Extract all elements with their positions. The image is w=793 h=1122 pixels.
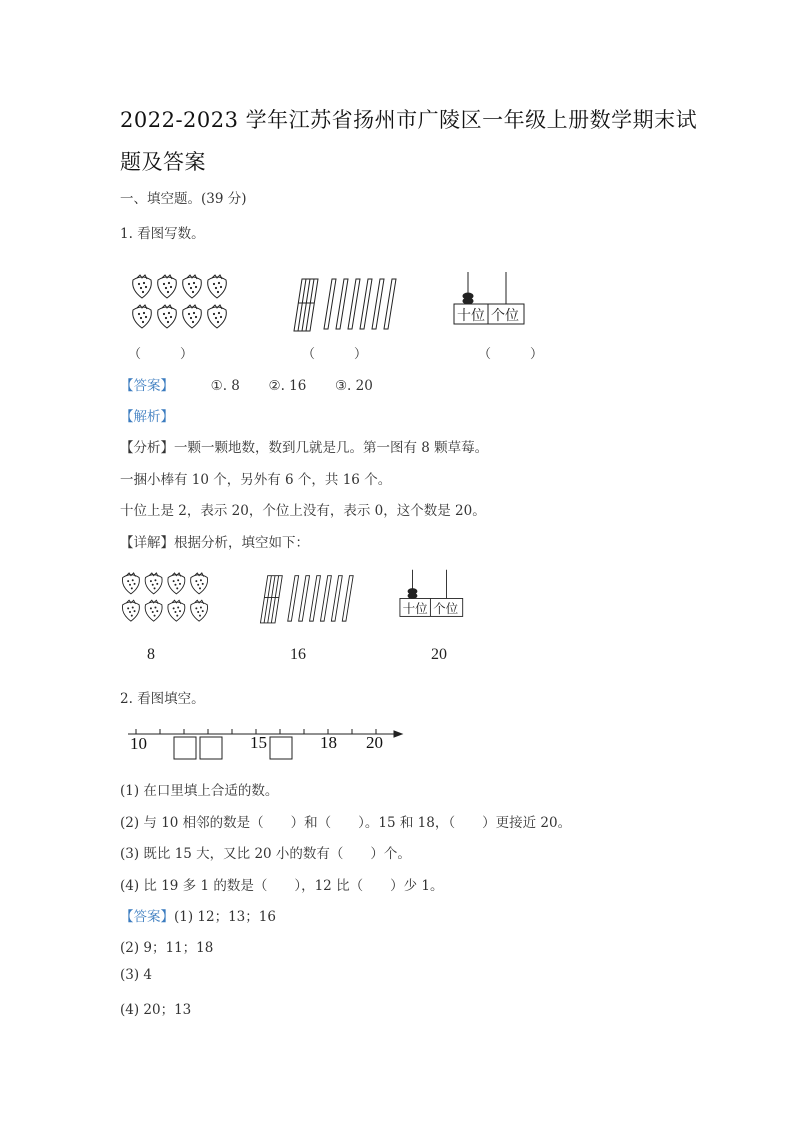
analysis-line-3: 十位上是 2，表示 20，个位上没有，表示 0，这个数是 20。 bbox=[120, 503, 486, 519]
q2-answer-1 bbox=[120, 905, 276, 925]
sub-question-1: (1) 在口里填上合适的数。 bbox=[120, 783, 279, 799]
q2-answer-4: (4) 20；13 bbox=[120, 1002, 192, 1018]
analysis-label: 【解析】 bbox=[120, 409, 174, 425]
analysis-text: 一颗一颗地数，数到几就是几。第一图有 8 颗草莓。 bbox=[174, 440, 489, 456]
sub-question-4: (4) 比 19 多 1 的数是（ ），12 比（ ）少 1。 bbox=[120, 878, 444, 894]
svg-text:十位: 十位 bbox=[402, 600, 428, 616]
question-2-prompt bbox=[120, 687, 205, 707]
sticks-figure-filled bbox=[255, 570, 355, 625]
strawberry-figure bbox=[130, 272, 240, 332]
document-title-line2: 题及答案 bbox=[120, 150, 206, 174]
answer-blank-3[interactable]: （ ） bbox=[478, 347, 544, 362]
answer-text: (1) 12；13；16 bbox=[174, 909, 276, 925]
number-line-label-10: 10 bbox=[130, 734, 147, 753]
question-number: 1. bbox=[120, 226, 133, 242]
svg-text:十位: 十位 bbox=[457, 308, 485, 324]
q1-answer bbox=[120, 374, 373, 394]
number-line-label-15: 15 bbox=[250, 733, 267, 752]
analysis-tag: 【分析】 bbox=[120, 440, 174, 456]
abacus-figure bbox=[452, 270, 532, 328]
sub-question-3: (3) 既比 15 大，又比 20 小的数有（ ）个。 bbox=[120, 846, 411, 862]
detail-tag: 【详解】 bbox=[120, 535, 174, 551]
document-title-line1: 2022-2023 学年江苏省扬州市广陵区一年级上册数学期末试 bbox=[120, 108, 698, 132]
answer-3: ③. 20 bbox=[334, 378, 373, 394]
sub-question-2: (2) 与 10 相邻的数是（ ）和（ ）。15 和 18，（ ）更接近 20。 bbox=[120, 815, 572, 831]
abacus-figure-filled bbox=[398, 568, 470, 620]
answer-1: ①. 8 bbox=[210, 378, 240, 394]
filled-value-1: 8 bbox=[147, 646, 155, 663]
analysis-line-4 bbox=[120, 531, 309, 551]
question-text: 看图写数。 bbox=[137, 226, 205, 242]
filled-value-2: 16 bbox=[290, 646, 306, 663]
question-number: 2. bbox=[120, 691, 133, 707]
analysis-line-2: 一捆小棒有 10 个，另外有 6 个，共 16 个。 bbox=[120, 472, 392, 488]
number-line-label-20: 20 bbox=[366, 733, 383, 752]
strawberry-figure-filled bbox=[120, 570, 220, 625]
svg-text:个位: 个位 bbox=[433, 600, 459, 616]
question-text: 看图填空。 bbox=[137, 691, 205, 707]
sticks-figure bbox=[288, 273, 398, 333]
q2-answer-2: (2) 9；11；18 bbox=[120, 940, 214, 956]
answer-label: 【答案】 bbox=[120, 909, 174, 925]
question-1-prompt bbox=[120, 222, 205, 242]
number-line-label-18: 18 bbox=[320, 733, 337, 752]
detail-text: 根据分析，填空如下： bbox=[174, 535, 309, 551]
answer-blank-1[interactable]: （ ） bbox=[128, 347, 194, 362]
filled-value-3: 20 bbox=[431, 646, 447, 663]
answer-blank-2[interactable]: （ ） bbox=[302, 347, 368, 362]
answer-label: 【答案】 bbox=[120, 378, 174, 394]
q2-answer-3: (3) 4 bbox=[120, 967, 153, 983]
analysis-line-1 bbox=[120, 436, 488, 456]
svg-text:个位: 个位 bbox=[491, 308, 519, 324]
section-heading: 一、填空题。(39 分) bbox=[120, 191, 247, 207]
answer-2: ②. 16 bbox=[268, 378, 307, 394]
